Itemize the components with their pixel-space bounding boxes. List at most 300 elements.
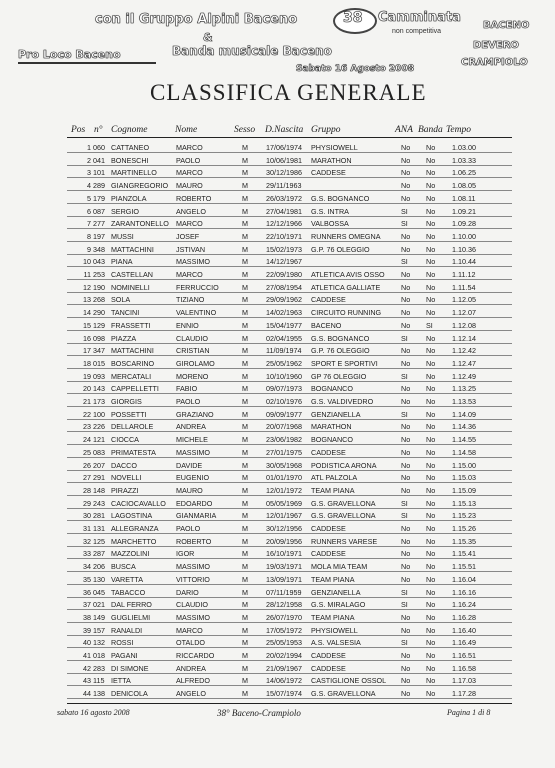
cell-banda: No bbox=[426, 422, 436, 432]
cell-num: 149 bbox=[93, 612, 105, 622]
table-row bbox=[0, 192, 555, 204]
cell-gruppo: RUNNERS VARESE bbox=[311, 536, 378, 546]
cell-banda: No bbox=[426, 485, 436, 495]
col-num: n° bbox=[94, 125, 103, 135]
table-row bbox=[0, 624, 555, 636]
cell-cognome: PAGANI bbox=[111, 651, 138, 660]
table-row bbox=[0, 598, 555, 610]
cell-ana: SI bbox=[401, 333, 408, 343]
cell-nome: EDOARDO bbox=[176, 498, 213, 508]
cell-sesso: M bbox=[242, 168, 248, 178]
cell-cognome: VARETTA bbox=[111, 574, 144, 584]
cell-gruppo: GENZIANELLA bbox=[311, 409, 361, 419]
cell-ana: No bbox=[401, 524, 411, 533]
cell-nascita: 10/06/1981 bbox=[266, 155, 302, 165]
cell-pos: 10 bbox=[83, 257, 91, 267]
cell-banda: No bbox=[426, 625, 436, 635]
cell-nascita: 20/07/1968 bbox=[266, 422, 302, 432]
cell-num: 287 bbox=[93, 549, 105, 559]
cell-nascita: 26/03/1972 bbox=[266, 193, 302, 203]
cell-nascita: 20/02/1994 bbox=[266, 651, 302, 660]
cell-ana: No bbox=[401, 282, 411, 292]
header-route-crampiolo: CRAMPIOLO bbox=[461, 57, 528, 68]
cell-ana: SI bbox=[401, 498, 408, 508]
cell-nascita: 27/04/1981 bbox=[266, 206, 302, 216]
table-row bbox=[0, 560, 555, 572]
cell-nascita: 27/08/1954 bbox=[266, 282, 302, 292]
table-row bbox=[0, 370, 555, 382]
cell-ana: No bbox=[401, 676, 411, 686]
cell-ana: No bbox=[401, 244, 411, 254]
cell-sesso: M bbox=[242, 562, 248, 572]
cell-tempo: 1.10.36 bbox=[452, 244, 476, 254]
badge-number: 38 bbox=[343, 10, 363, 26]
cell-tempo: 1.15.35 bbox=[452, 536, 476, 546]
cell-tempo: 1.11.54 bbox=[452, 282, 476, 292]
cell-cognome: BONESCHI bbox=[111, 155, 149, 165]
cell-ana: No bbox=[401, 651, 411, 660]
cell-num: 100 bbox=[93, 409, 105, 419]
cell-nascita: 30/12/1986 bbox=[266, 168, 302, 178]
cell-tempo: 1.16.51 bbox=[452, 651, 476, 660]
cell-num: 347 bbox=[93, 346, 105, 356]
cell-gruppo: GP 76 OLEGGIO bbox=[311, 371, 367, 381]
cell-cognome: DACCO bbox=[111, 460, 137, 470]
cell-pos: 41 bbox=[83, 651, 91, 660]
cell-num: 197 bbox=[93, 231, 105, 241]
cell-nome: TIZIANO bbox=[176, 295, 205, 305]
cell-ana: No bbox=[401, 663, 411, 673]
cell-banda: No bbox=[426, 689, 436, 699]
cell-gruppo: CADDESE bbox=[311, 168, 346, 178]
cell-nascita: 25/05/1953 bbox=[266, 638, 302, 648]
cell-ana: No bbox=[401, 346, 411, 356]
cell-ana: No bbox=[401, 384, 411, 394]
cell-cognome: FRASSETTI bbox=[111, 320, 151, 330]
cell-banda: No bbox=[426, 562, 436, 572]
cell-banda: No bbox=[426, 257, 436, 267]
cell-tempo: 1.12.05 bbox=[452, 295, 476, 305]
cell-nascita: 12/01/1967 bbox=[266, 511, 302, 521]
cell-gruppo: PHYSIOWELL bbox=[311, 625, 358, 635]
cell-nome: MASSIMO bbox=[176, 447, 210, 457]
cell-nome: MICHELE bbox=[176, 435, 208, 445]
cell-banda: No bbox=[426, 498, 436, 508]
table-row bbox=[0, 230, 555, 242]
table-row bbox=[0, 179, 555, 191]
cell-gruppo: G.S. BOGNANCO bbox=[311, 193, 370, 203]
footer-page: Pagina 1 di 8 bbox=[447, 708, 491, 717]
cell-tempo: 1.14.09 bbox=[452, 409, 476, 419]
cell-ana: No bbox=[401, 168, 411, 178]
cell-sesso: M bbox=[242, 181, 248, 191]
cell-ana: No bbox=[401, 270, 411, 279]
cell-gruppo: G.S. MIRALAGO bbox=[311, 600, 366, 610]
cell-gruppo: CIRCUITO RUNNING bbox=[311, 308, 382, 318]
cell-ana: SI bbox=[401, 206, 408, 216]
header-competitiva: non competitiva bbox=[392, 28, 442, 35]
cell-pos: 21 bbox=[83, 397, 91, 406]
cell-nome: MAURO bbox=[176, 485, 203, 495]
cell-nome: CRISTIAN bbox=[176, 346, 210, 356]
cell-tempo: 1.12.14 bbox=[452, 333, 476, 343]
cell-sesso: M bbox=[242, 574, 248, 584]
cell-sesso: M bbox=[242, 447, 248, 457]
cell-nascita: 13/09/1971 bbox=[266, 574, 302, 584]
cell-gruppo: RUNNERS OMEGNA bbox=[311, 231, 381, 241]
cell-banda: No bbox=[426, 447, 436, 457]
cell-ana: No bbox=[401, 231, 411, 241]
cell-cognome: GIANGREGORIO bbox=[111, 181, 169, 191]
cell-pos: 40 bbox=[83, 638, 91, 648]
cell-nome: JOSEF bbox=[176, 231, 200, 241]
cell-pos: 17 bbox=[83, 346, 91, 356]
cell-nascita: 28/12/1958 bbox=[266, 600, 302, 610]
cell-tempo: 1.12.47 bbox=[452, 358, 476, 368]
cell-nome: VALENTINO bbox=[176, 308, 217, 318]
cell-cognome: LAGOSTINA bbox=[111, 511, 153, 521]
cell-sesso: M bbox=[242, 524, 248, 533]
cell-cognome: DENICOLA bbox=[111, 689, 148, 699]
cell-tempo: 1.12.07 bbox=[452, 308, 476, 318]
cell-ana: No bbox=[401, 689, 411, 699]
cell-nome: VITTORIO bbox=[176, 574, 210, 584]
cell-tempo: 1.16.28 bbox=[452, 612, 476, 622]
cell-banda: No bbox=[426, 308, 436, 318]
cell-sesso: M bbox=[242, 219, 248, 229]
cell-pos: 23 bbox=[83, 422, 91, 432]
cell-sesso: M bbox=[242, 689, 248, 699]
cell-sesso: M bbox=[242, 384, 248, 394]
cell-tempo: 1.09.28 bbox=[452, 219, 476, 229]
cell-cognome: CASTELLAN bbox=[111, 270, 153, 279]
cell-ana: No bbox=[401, 485, 411, 495]
table-row bbox=[0, 357, 555, 369]
cell-cognome: MARTINELLO bbox=[111, 168, 157, 178]
cell-nome: FABIO bbox=[176, 384, 198, 394]
cell-tempo: 1.15.51 bbox=[452, 562, 476, 572]
cell-num: 190 bbox=[93, 282, 105, 292]
cell-pos: 26 bbox=[83, 460, 91, 470]
cell-nascita: 07/11/1959 bbox=[266, 587, 302, 597]
table-row bbox=[0, 154, 555, 166]
table-row bbox=[0, 255, 555, 267]
cell-nascita: 02/10/1976 bbox=[266, 397, 302, 406]
cell-banda: No bbox=[426, 244, 436, 254]
cell-gruppo: MARATHON bbox=[311, 422, 352, 432]
cell-num: 098 bbox=[93, 333, 105, 343]
cell-ana: SI bbox=[401, 409, 408, 419]
cell-pos: 11 bbox=[83, 270, 91, 279]
cell-sesso: M bbox=[242, 536, 248, 546]
cell-cognome: ALLEGRANZA bbox=[111, 524, 159, 533]
cell-pos: 43 bbox=[83, 676, 91, 686]
cell-tempo: 1.10.00 bbox=[452, 231, 476, 241]
cell-sesso: M bbox=[242, 460, 248, 470]
col-tempo: Tempo bbox=[446, 125, 471, 135]
cell-gruppo: SPORT E SPORTIVI bbox=[311, 358, 378, 368]
cell-banda: No bbox=[426, 155, 436, 165]
cell-pos: 27 bbox=[83, 473, 91, 483]
cell-nome: MARCO bbox=[176, 625, 203, 635]
cell-ana: No bbox=[401, 562, 411, 572]
cell-num: 173 bbox=[93, 397, 105, 406]
cell-cognome: ROSSI bbox=[111, 638, 134, 648]
cell-cognome: ZARANTONELLO bbox=[111, 219, 169, 229]
cell-cognome: MERCATALI bbox=[111, 371, 152, 381]
cell-sesso: M bbox=[242, 206, 248, 216]
cell-tempo: 1.03.00 bbox=[452, 143, 476, 152]
cell-num: 130 bbox=[93, 574, 105, 584]
cell-pos: 13 bbox=[83, 295, 91, 305]
cell-sesso: M bbox=[242, 346, 248, 356]
cell-pos: 12 bbox=[83, 282, 91, 292]
cell-tempo: 1.12.42 bbox=[452, 346, 476, 356]
cell-num: 138 bbox=[93, 689, 105, 699]
cell-cognome: PRIMATESTA bbox=[111, 447, 156, 457]
cell-pos: 35 bbox=[83, 574, 91, 584]
col-cognome: Cognome bbox=[111, 125, 148, 135]
cell-tempo: 1.06.25 bbox=[452, 168, 476, 178]
cell-tempo: 1.14.36 bbox=[452, 422, 476, 432]
cell-nascita: 12/01/1972 bbox=[266, 485, 302, 495]
cell-tempo: 1.16.24 bbox=[452, 600, 476, 610]
cell-sesso: M bbox=[242, 231, 248, 241]
cell-gruppo: PHYSIOWELL bbox=[311, 143, 358, 152]
cell-nome: ALFREDO bbox=[176, 676, 210, 686]
cell-tempo: 1.15.00 bbox=[452, 460, 476, 470]
cell-cognome: MAZZOLINI bbox=[111, 549, 150, 559]
cell-pos: 22 bbox=[83, 409, 91, 419]
cell-num: 121 bbox=[93, 435, 105, 445]
cell-sesso: M bbox=[242, 282, 248, 292]
footer-date: sabato 16 agosto 2008 bbox=[57, 708, 130, 717]
cell-nascita: 15/02/1973 bbox=[266, 244, 302, 254]
cell-pos: 44 bbox=[83, 689, 91, 699]
cell-num: 348 bbox=[93, 244, 105, 254]
table-row bbox=[0, 687, 555, 699]
cell-pos: 18 bbox=[83, 358, 91, 368]
cell-nascita: 05/05/1969 bbox=[266, 498, 302, 508]
cell-num: 083 bbox=[93, 447, 105, 457]
cell-ana: No bbox=[401, 435, 411, 445]
table-row bbox=[0, 306, 555, 318]
cell-sesso: M bbox=[242, 435, 248, 445]
cell-banda: No bbox=[426, 549, 436, 559]
cell-nome: OTALDO bbox=[176, 638, 206, 648]
cell-nascita: 15/04/1977 bbox=[266, 320, 302, 330]
cell-nascita: 30/12/1956 bbox=[266, 524, 302, 533]
cell-gruppo: G.P. 76 OLEGGIO bbox=[311, 244, 370, 254]
cell-cognome: DELLAROLE bbox=[111, 422, 154, 432]
cell-nome: PAOLO bbox=[176, 155, 201, 165]
page-title: CLASSIFICA GENERALE bbox=[150, 80, 427, 105]
table-row bbox=[0, 662, 555, 674]
cell-tempo: 1.15.23 bbox=[452, 511, 476, 521]
cell-sesso: M bbox=[242, 612, 248, 622]
cell-nome: MORENO bbox=[176, 371, 209, 381]
cell-nascita: 25/05/1962 bbox=[266, 358, 302, 368]
cell-tempo: 1.17.03 bbox=[452, 676, 476, 686]
cell-nome: MASSIMO bbox=[176, 257, 210, 267]
cell-banda: No bbox=[426, 270, 436, 279]
cell-sesso: M bbox=[242, 676, 248, 686]
table-row bbox=[0, 268, 555, 280]
cell-nome: IGOR bbox=[176, 549, 195, 559]
cell-num: 125 bbox=[93, 536, 105, 546]
cell-sesso: M bbox=[242, 409, 248, 419]
cell-tempo: 1.09.21 bbox=[452, 206, 476, 216]
cell-gruppo: PODISTICA ARONA bbox=[311, 460, 377, 470]
table-row bbox=[0, 674, 555, 686]
cell-tempo: 1.14.55 bbox=[452, 435, 476, 445]
cell-ana: No bbox=[401, 295, 411, 305]
table-row bbox=[0, 166, 555, 178]
cell-nascita: 02/04/1955 bbox=[266, 333, 302, 343]
table-row bbox=[0, 433, 555, 445]
cell-ana: SI bbox=[401, 219, 408, 229]
cell-tempo: 1.15.03 bbox=[452, 473, 476, 483]
cell-gruppo: TEAM PIANA bbox=[311, 485, 355, 495]
cell-nome: ANDREA bbox=[176, 663, 206, 673]
cell-cognome: GIORGIS bbox=[111, 397, 142, 406]
cell-cognome: SERGIO bbox=[111, 206, 139, 216]
cell-tempo: 1.13.53 bbox=[452, 397, 476, 406]
cell-pos: 6 bbox=[87, 206, 91, 216]
cell-num: 207 bbox=[93, 460, 105, 470]
cell-num: 281 bbox=[93, 511, 105, 521]
cell-cognome: TANCINI bbox=[111, 308, 140, 318]
cell-num: 129 bbox=[93, 320, 105, 330]
cell-cognome: PIRAZZI bbox=[111, 485, 139, 495]
cell-tempo: 1.08.05 bbox=[452, 181, 476, 191]
cell-num: 226 bbox=[93, 422, 105, 432]
cell-ana: SI bbox=[401, 638, 408, 648]
cell-banda: No bbox=[426, 409, 436, 419]
cell-nome: PAOLO bbox=[176, 397, 201, 406]
cell-sesso: M bbox=[242, 511, 248, 521]
cell-ana: SI bbox=[401, 371, 408, 381]
cell-banda: No bbox=[426, 397, 436, 406]
cell-banda: No bbox=[426, 231, 436, 241]
cell-tempo: 1.12.49 bbox=[452, 371, 476, 381]
cell-pos: 25 bbox=[83, 447, 91, 457]
cell-nascita: 11/09/1974 bbox=[266, 346, 302, 356]
cell-nome: ANDREA bbox=[176, 422, 206, 432]
cell-cognome: IETTA bbox=[111, 676, 131, 686]
cell-gruppo: CADDESE bbox=[311, 447, 346, 457]
cell-banda: No bbox=[426, 435, 436, 445]
table-row bbox=[0, 471, 555, 483]
table-row bbox=[0, 649, 555, 661]
cell-cognome: CAPPELLETTI bbox=[111, 384, 159, 394]
cell-banda: No bbox=[426, 676, 436, 686]
cell-cognome: NOVELLI bbox=[111, 473, 142, 483]
table-row bbox=[0, 382, 555, 394]
cell-banda: No bbox=[426, 460, 436, 470]
cell-num: 043 bbox=[93, 257, 105, 267]
cell-ana: No bbox=[401, 155, 411, 165]
cell-gruppo: A.S. VALSESIA bbox=[311, 638, 361, 648]
table-row bbox=[0, 293, 555, 305]
col-ana: ANA bbox=[395, 125, 413, 135]
cell-cognome: CATTANEO bbox=[111, 143, 150, 152]
cell-banda: No bbox=[426, 346, 436, 356]
cell-num: 277 bbox=[93, 219, 105, 229]
cell-sesso: M bbox=[242, 663, 248, 673]
cell-sesso: M bbox=[242, 485, 248, 495]
cell-banda: No bbox=[426, 587, 436, 597]
cell-ana: No bbox=[401, 193, 411, 203]
cell-nascita: 29/09/1962 bbox=[266, 295, 302, 305]
cell-pos: 7 bbox=[87, 219, 91, 229]
cell-pos: 39 bbox=[83, 625, 91, 635]
cell-tempo: 1.11.12 bbox=[452, 270, 476, 279]
cell-nome: MARCO bbox=[176, 168, 203, 178]
cell-ana: No bbox=[401, 447, 411, 457]
cell-nome: RICCARDO bbox=[176, 651, 215, 660]
cell-ana: No bbox=[401, 549, 411, 559]
table-row bbox=[0, 408, 555, 420]
cell-nome: EUGENIO bbox=[176, 473, 210, 483]
cell-banda: No bbox=[426, 358, 436, 368]
cell-num: 206 bbox=[93, 562, 105, 572]
cell-cognome: PIANA bbox=[111, 257, 133, 267]
cell-pos: 5 bbox=[87, 193, 91, 203]
cell-num: 268 bbox=[93, 295, 105, 305]
cell-tempo: 1.12.08 bbox=[452, 320, 476, 330]
cell-nascita: 14/02/1963 bbox=[266, 308, 302, 318]
cell-pos: 15 bbox=[83, 320, 91, 330]
cell-sesso: M bbox=[242, 295, 248, 305]
cell-banda: No bbox=[426, 600, 436, 610]
cell-sesso: M bbox=[242, 358, 248, 368]
cell-nome: MARCO bbox=[176, 270, 203, 279]
cell-num: 291 bbox=[93, 473, 105, 483]
cell-gruppo: ATL PALZOLA bbox=[311, 473, 358, 483]
cell-pos: 37 bbox=[83, 600, 91, 610]
cell-nascita: 29/11/1963 bbox=[266, 181, 302, 191]
cell-gruppo: CADDESE bbox=[311, 295, 346, 305]
cell-pos: 14 bbox=[83, 308, 91, 318]
cell-pos: 3 bbox=[87, 168, 91, 178]
header-rule bbox=[67, 137, 512, 138]
cell-gruppo: GENZIANELLA bbox=[311, 587, 361, 597]
cell-nascita: 17/05/1972 bbox=[266, 625, 302, 635]
cell-nascita: 22/10/1971 bbox=[266, 231, 302, 241]
cell-tempo: 1.16.40 bbox=[452, 625, 476, 635]
cell-tempo: 1.16.49 bbox=[452, 638, 476, 648]
cell-nascita: 09/07/1973 bbox=[266, 384, 302, 394]
cell-nome: ANGELO bbox=[176, 206, 206, 216]
cell-pos: 9 bbox=[87, 244, 91, 254]
cell-nome: MARCO bbox=[176, 219, 203, 229]
cell-gruppo: CASTIGLIONE OSSOL bbox=[311, 676, 387, 686]
row-rule bbox=[67, 698, 512, 699]
cell-ana: No bbox=[401, 320, 411, 330]
cell-cognome: MATTACHINI bbox=[111, 244, 154, 254]
cell-nome: PAOLO bbox=[176, 524, 201, 533]
cell-ana: No bbox=[401, 536, 411, 546]
cell-cognome: DAL FERRO bbox=[111, 600, 152, 610]
cell-nome: DAVIDE bbox=[176, 460, 203, 470]
cell-gruppo: CADDESE bbox=[311, 651, 346, 660]
cell-tempo: 1.16.58 bbox=[452, 663, 476, 673]
table-row bbox=[0, 446, 555, 458]
col-sesso: Sesso bbox=[234, 125, 256, 135]
cell-pos: 29 bbox=[83, 498, 91, 508]
table-row bbox=[0, 141, 555, 153]
